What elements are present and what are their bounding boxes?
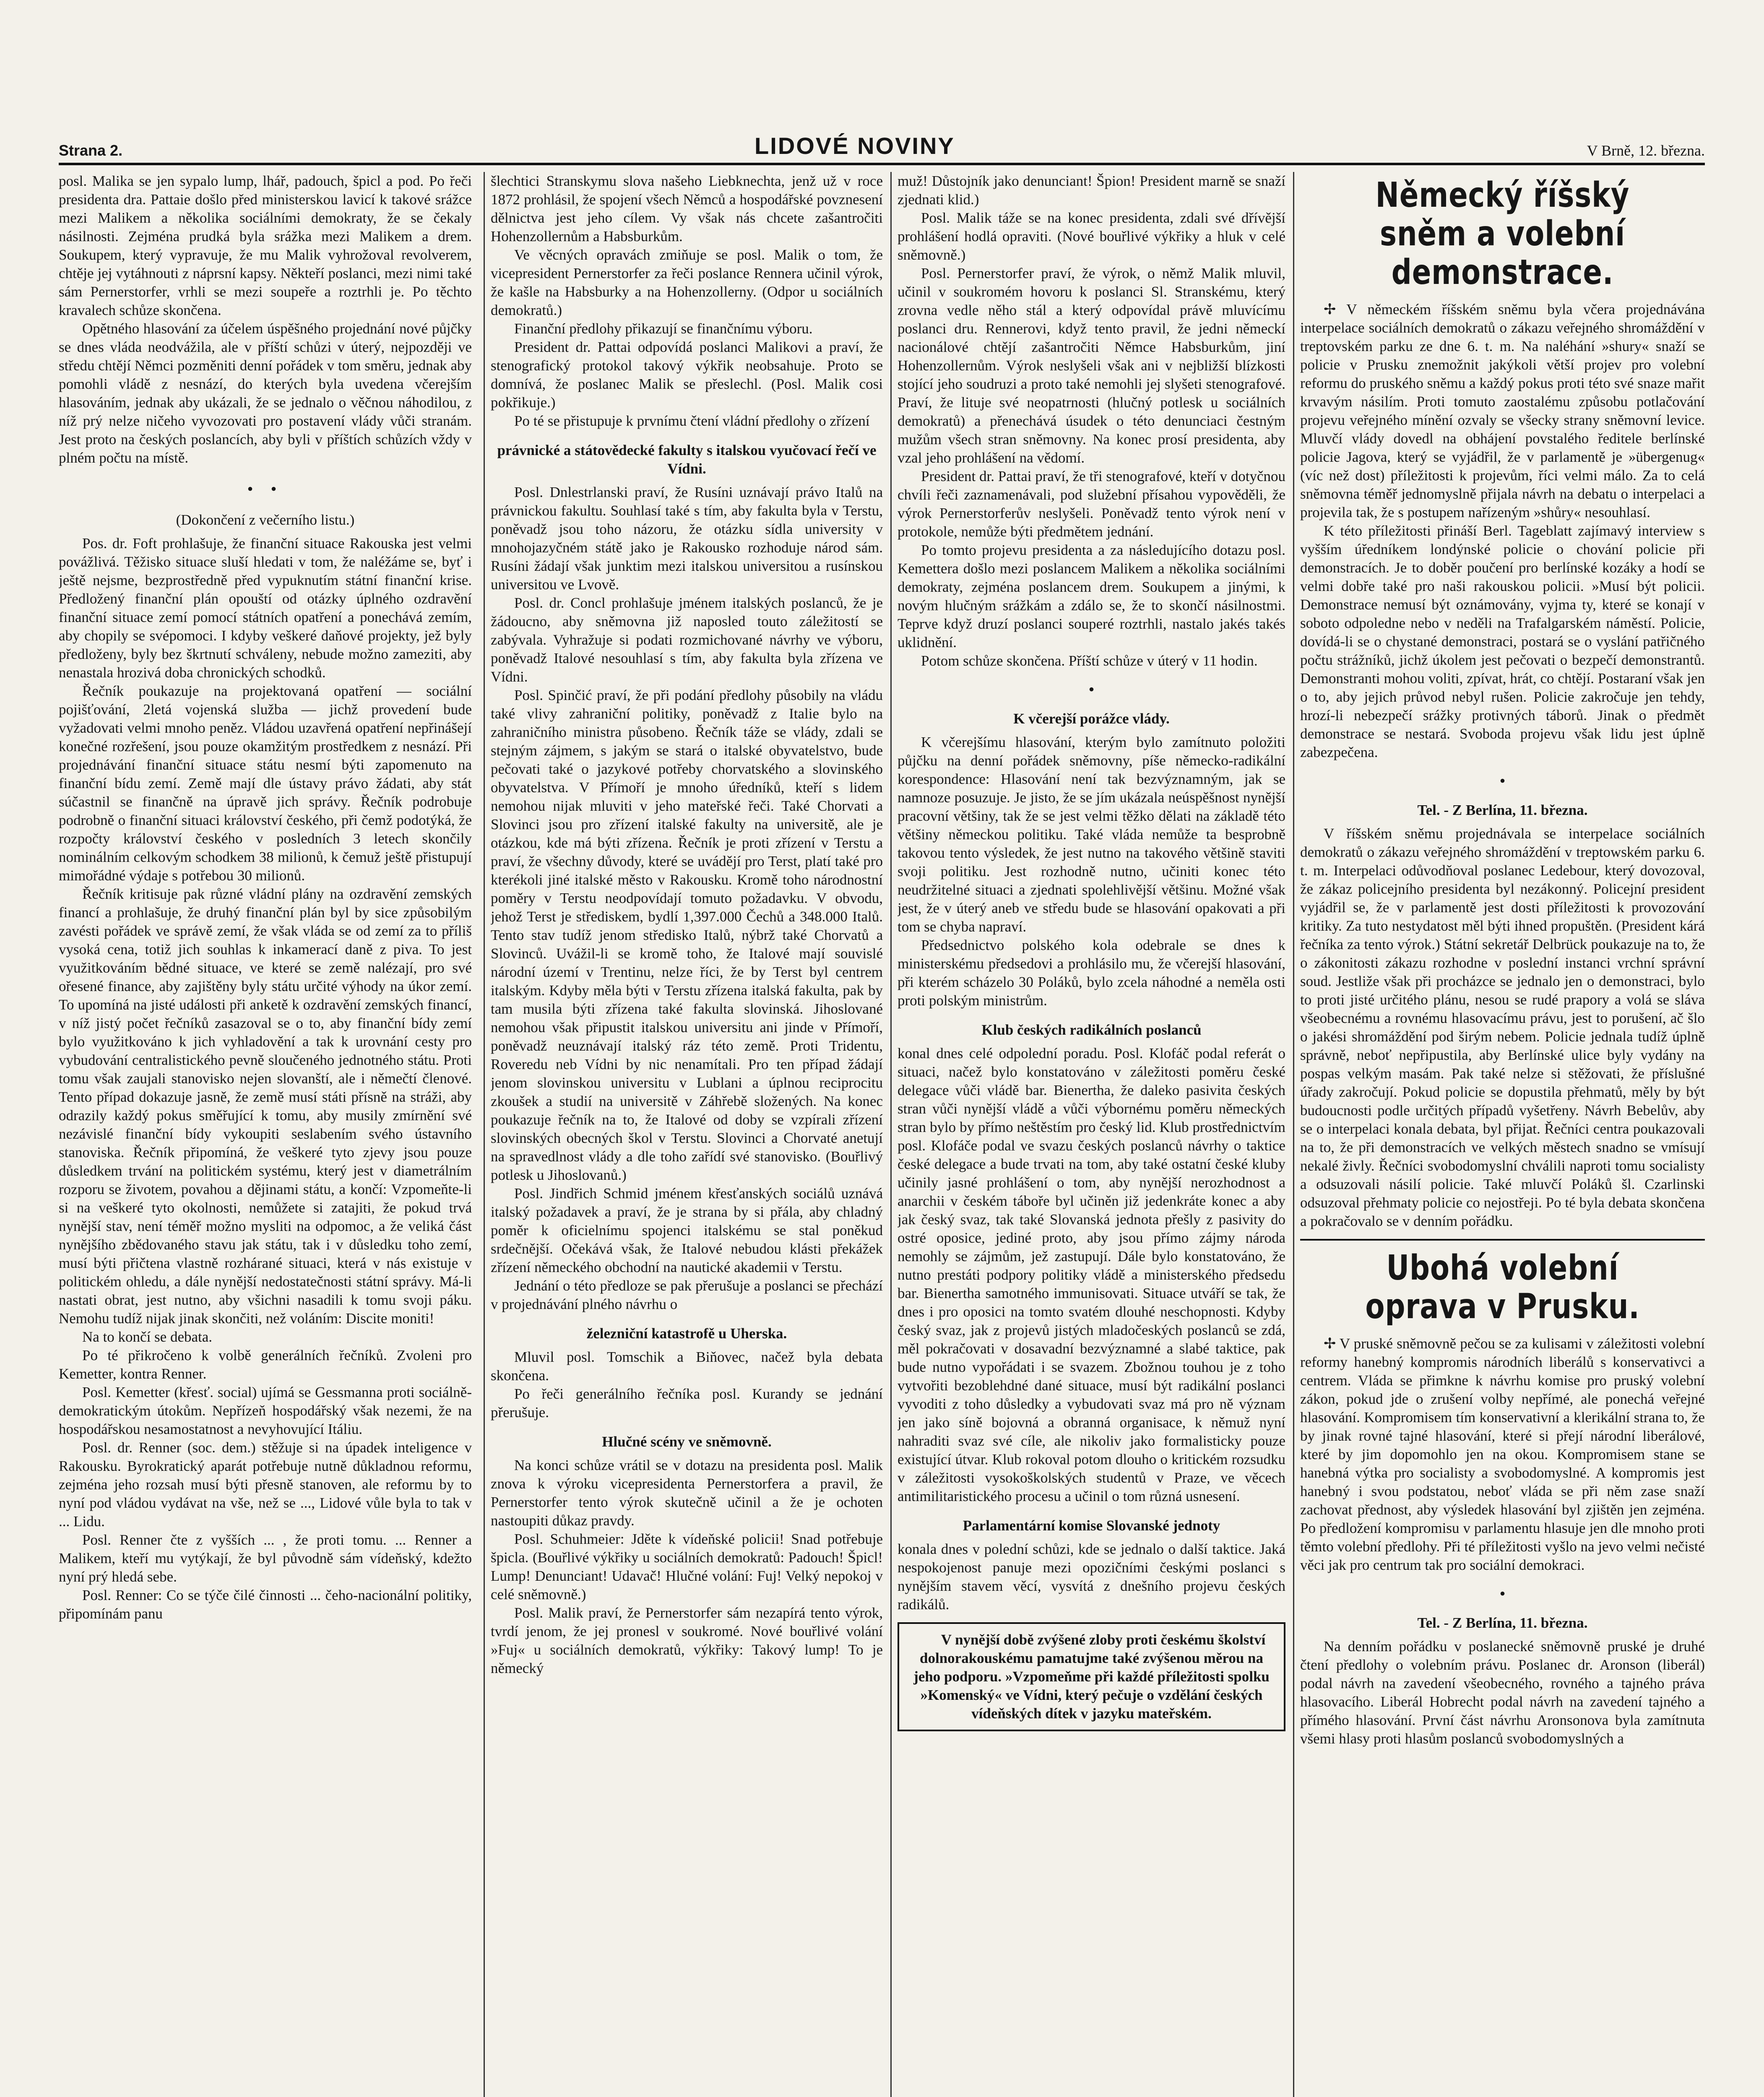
section-title: Tel. - Z Berlína, 11. března. [1417, 802, 1588, 818]
article-paragraph: Řečník kritisuje pak různé vládní plány na ozdravění zemských financí a prohlašuje, že druhý finanční plán byl by sice způsobilým zavésti pořádek ve správě zemí, že však vláda se od zemí za to příliš vysoká cena, totiž jich souhlas k inkamerací daně z piva. To jest využitkováním bědné situace, ve které se země nalézají, pro své ořesené finance, aby zajištěny byly státu určité výhody na úkor zemí. To upomíná na jisté události při anketě k ozdravění zemských financí, v níž jistý počet řečníků zasazoval se o to, aby finanční bídy zemí bylo využitkováno k jich vyhladovění a tak k urovnání cesty pro vybudování centralistického pevně sloučeného jednotného státu. Proti tomu však zaujali stanovisko nejen slovanští, ale i němečtí členové. Tento případ dokazuje jasně, že země musí státi přísně na stráži, aby odrazily každý pokus směřující k tomu, aby musily zmírnění své nezávislé finanční bídy vykoupiti seslabením svého ústavního stanoviska. Řečník připomíná, že veškeré tyto zjevy jsou pouze důsledkem trvání na politickém systému, který jest v diametrálním rozporu se životem, povahou a dějinami státu, a končí: Vzpomeňte-li si na veškeré tyto okolnosti, nemůžete si zatajiti, že pokud trvá nynější stav, není téměř možno mysliti na odpomoc, a že veliká část nynějšího zbědovaného stavu jak státu, tak i v důsledku toho zemí, musí býti přičtena vlastně rozhárané situaci, která v nás existuje v politickém ohledu, a dále nynější nedostatečnosti státní správy. Má-li nastati obrat, jest nutno, aby všichni nasadili k tomu svoji páku. Nemohu tudíž nijak jinak skončiti, než voláním: Discite moniti! [59, 886, 472, 1327]
article-paragraph: Na denním pořádku v poslanecké sněmovně pruské je druhé čtení předlohy o volebním právu. Poslanec dr. Aronson (liberál) podal návrh na zavedení všeobecného, rovného a tajného práva hlasovacího. Liberál Hobrecht podal návrh na zavedení tajného a přímého hlasování. První část návrhu Aronsonova byla zamítnuta všemi hlasy proti hlasům poslanců svobodomyslných a [1300, 1638, 1705, 1747]
article-paragraph: Posl. Malik praví, že Pernerstorfer sám nezapírá tento výrok, tvrdí jenom, že jej pronesl v soukromé. Nové bouřlivé volání »Fuj« u sociálních demokratů, výkřiky: Takový lump! To je německý [491, 1605, 883, 1676]
article-paragraph: Pos. dr. Foft prohlašuje, že finanční situace Rakouska jest velmi povážlivá. Těžisko situace sluší hledati v tom, že naléžáme se, byť i ještě nejsme, bezprostředně před vypuknutím státní finanční krise. Předložený finanční plán opouští od otázky úplného ozdravění finanční situace zemí pomocí státních opatření a ponechává zemím, aby chopily se svépomoci. I kdyby veškeré daňové projekty, jež byly předloženy, byly bez škrtnutí schváleny, nebude možno zameziti, aby nenastala hrozivá doba chronických schodků. [59, 535, 472, 681]
newspaper-title: LIDOVÉ NOVINY [755, 133, 955, 159]
article-paragraph: Posl. Dnlestrlanski praví, že Rusíni uznávají právo Italů na právnickou fakultu. Souhlasí také s tím, aby fakulta byla v Terstu, poněvadž jsou toho názoru, že otázku sídla university v mnohojazyčném státě jako je Rakousko rozhoduje národ sám. Rusíni žádají však junktim mezi italskou universitou a rusínskou universitou ve Lvově. [491, 484, 883, 593]
article-paragraph: Opětného hlasování za účelem úspěšného projednání nové půjčky se dnes vláda neodvážila, ale v příští schůzi v úterý, nejpozději ve středu chtějí Němci pozměniti denní pořádek v tom směru, jednak aby pomohli vládě z nesnází, do kterých byla uvedena včerejším hlasováním, jednak aby ukázali, že se jednalo o věčnou náhodilou, z níž prý nelze ničeho vyvozovati pro postavení vlády vůči stranám. Jest proto na českých poslancích, aby byli v příštích schůzích vždy v plném počtu na místě. [59, 320, 472, 466]
section-title: Tel. - Z Berlína, 11. března. [1417, 1615, 1588, 1631]
article-paragraph: konal dnes celé odpolední poradu. Posl. Klofáč podal referát o situaci, načež bylo konstatováno v záležitosti poměru české delegace vůči vládě bar. Bienertha, že daleko pasivita českých stran vůči nynější vládě a vůči výbornému poměru německých stran bylo by přímo neštěstím pro český lid. Klub prostřednictvím posl. Klofáče podal ve svazu českých poslanců návrhy o taktice české delegace a bude trvati na tom, aby také ostatní české kluby učinily jasné prohlášení o tom, aby nynější nerozhodnost a anarchii v českém táboře byl učiněn již jedenkráte konec a aby jak český svaz, tak také Slovanská jednota přešly z pasivity do ostré oposice, jediné proto, aby jsou přímo zájmy národa nemohly se zájmům, jež zastupují. Dále bylo konstatováno, že nutno prestáti podpory politiky vládě a ministerského předsedu bar. Bienertha samotného immunisovati. Situace utváří se tak, že dnes i pro oposici na tomto svatém dlouhé neschopnosti. Kdyby český svaz, jak z projevů jistých mladočeských poslanců se zdá, měl pokračovati v dosavadní bezvýznamné a slabé taktice, pak bude nutno vypořádati i se svazem. Zbožnou touhou je z toho vytvořiti bezoblehdné dané situace, musí být radikální poslanci vyvoditi z toho důsledky a vybudovati svaz má pro ně význam jen jako síně bojovná a obranná organisace, k němuž nyní nahraditi svaz své cíle, ale nikoliv jako formalisticky pouze existující útvar. Klub rokoval potom dlouho o kritickém rozsudku v záležitosti vysokoškolských studentů v Praze, ve věcech antimilitaristického procesu a učinil o tom různá usnesení. [898, 1045, 1285, 1504]
article-paragraph: Finanční předlohy přikazují se finančnímu výboru. [514, 320, 813, 337]
divider [1300, 1239, 1705, 1241]
article-paragraph: President dr. Pattai odpovídá poslanci Malikovi a praví, že stenografický protokol takový výkřik neobsahuje. Proto se domnívá, že poslanec Malik se přeslechl. (Posl. Malik cosi pokřikuje.) [491, 339, 883, 411]
section-title: (Dokončení z večerního listu.) [176, 512, 355, 528]
article-paragraph: Potom schůze skončena. Příští schůze v úterý v 11 hodin. [921, 653, 1258, 669]
section-divider-dot: • [1499, 1584, 1506, 1603]
article-paragraph: šlechtici Stranskymu slova našeho Liebknechta, jenž už v roce 1872 prohlásil, že spojení všech Němců a hospodářské povznesení dělnictva jest jeho cílem. Vy však nás chcete zašantročiti Hohenzollernům a Habsburkům. [491, 173, 883, 245]
section-title: Parlamentární komise Slovanské jednoty [963, 1517, 1220, 1534]
dateline: V Brně, 12. března. [1587, 142, 1705, 159]
article-paragraph: Ve věcných opravách zmiňuje se posl. Malik o tom, že vicepresident Pernerstorfer za řeči poslance Rennera učinil výrok, že kašle na Habsburky a na Hohenzollerny. (Odpor u sociálních demokratů.) [491, 247, 883, 318]
article-paragraph: Řečník poukazuje na projektovaná opatření — sociální pojišťování, 2letá vojenská služba — jichž provedení bude vyžadovati velmi mnoho peněz. Vládou uzavřená opatření nepřinášejí konečné rozřešení, jsou pouze okamžitým prostředkem z nesnází. Při projednávání finanční situace státu nesmí býti zapomenuto na finanční bídu zemí. Země mají dle ústavy právo žádati, aby stát súčastnil se finančně na úpravě jich správy. Řečník podrobuje podrobně o finanční situaci království českého, při čemž podotýká, že rozpočty království českého v posledních 3 letech skončily nominálním celkovým schodkem 38 milionů, k čemuž ještě přistupují mimořádné výdaje s potřebou 30 milionů. [59, 683, 472, 884]
article-paragraph: K včerejšímu hlasování, kterým bylo zamítnuto položiti půjčku na denní pořádek sněmovny, píše německo-radikální korespondence: Hlasování není tak bezvýznamným, jak se namnoze posuzuje. Je jisto, že se jím ukázala neúspěšnost nynější pracovní většiny, tak že se jest velmi těžko dělati na základě této většiny německou politiku. Také vláda nemůže ta besprobně takovou tento výsledek, že jest nutno na takového většině staviti svoji politiku. Jest rozhodně nutno, učiniti konec této neudržitelné situaci a zjednati spolehlivější většinu. Možné však jest, že v úterý aneb ve středu bude se hlasování opakovati a při tom se chyba napraví. [898, 734, 1285, 935]
article-paragraph: Posl. dr. Concl prohlašuje jménem italských poslanců, že je žádoucno, aby sněmovna již naposled touto záležitostí se zabývala. Vyhražuje si podati rozmichované návrhy ve výboru, poněvadž Italové nesouhlasí s tím, aby fakulta byla zřízena ve Vídni. [491, 595, 883, 685]
article-paragraph: ✢ V německém říšském sněmu byla včera projednávána interpelace sociálních demokratů o zákazu veřejného shromáždění v treptovském parku ze dne 6. t. m. Na naléhání »shury« snaží se policie v Prusku znemožnit jakýkoli větší projev pro volební reformu do pruského sněmu a každý pokus proti této své snaze mařit krvavým násilím. Proti tomuto zaostalému způsobu potlačování projevu veřejného mínění ozvaly se všecky strany sněmovní levice. Mluvčí vlády dovedl na obhájení povstalého ředitele berlínské policie Jagova, který se vyjádřil, že v parlamentě je »übergenug« (víc než dost) příležitosti k projevům, říci velmi málo. Za to celá sněmovna téměř jednomyslně přijala návrh na debatu o interpelaci a projevila tak, že s postupem nařízeným »shůry« nesouhlasí. [1300, 301, 1705, 520]
article-paragraph: Na to končí se debata. [82, 1329, 213, 1345]
notice-text: V nynější době zvýšené zloby proti českému školství dolnorakouskému pamatujme také zvýšenou měrou na jeho podporu. »Vzpomeňme při každé příležitosti spolku »Komenský« ve Vídni, který pečuje o vzdělání českých vídeňských dítek v jazyku mateřském. [913, 1631, 1270, 1722]
article-paragraph: President dr. Pattai praví, že tři stenografové, kteří v dotyčnou chvíli řeči zaznamenávali, pod služební přísahou vypověděli, že výrok Pernerstorferův neslyšeli. Poněvadž tento výrok není v protokole, nemůže býti předmětem jednání. [898, 468, 1285, 540]
newspaper-page [59, 122, 1705, 2097]
article-paragraph: Posl. Malik táže se na konec presidenta, zdali své dřívější prohlášení hodlá opraviti. (Nové bouřlivé výkřiky a hluk v celé sněmovně.) [898, 210, 1285, 263]
article-paragraph: Po té přikročeno k volbě generálních řečníků. Zvoleni pro Kemetter, kontra Renner. [59, 1347, 472, 1382]
column-4 [1300, 172, 1705, 2097]
article-paragraph: Po tomto projevu presidenta a za následujícího dotazu posl. Kemettera došlo mezi poslancem Malikem a několika sociálními demokraty, zejména poslancem drem. Soukupem a jinými, k novým hlučným srážkám a zdálo se, že to skončí násilnostmi. Teprve když druzí poslanci souperé roztrhli, nastalo jakés takés uklidnění. [898, 542, 1285, 650]
article-paragraph: Předsednictvo polského kola odebrale se dnes k ministerskému předsedovi a prohlásilo mu, že včerejší hlasování, při kterém scházelo 30 Poláků, bylo zcela náhodné a neměla osti proti polským ministrům. [898, 937, 1285, 1009]
article-paragraph: V říšském sněmu projednávala se interpelace sociálních demokratů o zákazu veřejného shromáždění v treptowském parku 6. t. m. Interpelaci odůvodňoval poslanec Ledebour, který dovozoval, že zákaz policejního presidenta byl nezákonný. Policejní president vyjádřil se, že v parlamentě jest dosti příležitosti k provozování kritiky. Za tuto nestydatost měl býti ihned propuštěn. (President kárá řečníka za tento výrok.) Státní sekretář Delbrück poukazuje na to, že o zákonitosti zákazu rozhodne v poslední instanci vrchní správní soud. Jestliže však při procházce se jednalo jen o demonstraci, bylo to proti jisté určitého plánu, nesou se rudé prapory a volá se sláva všeobecnému a rovnému hlasovacímu právu, jest to porušení, ač šlo o jakési shromáždění pod širým nebem. Policie jednala tudíž úplně správně, neboť nepřipustila, aby Berlínské ulice byly vydány na pospas velkým masám. Pak také nelze si stěžovati, že příslušné úřady zakročují. Pokud policie se dopustila přehmatů, měly by být budoucnosti podle určitých případů vyšetřeny. Návrh Bebelův, aby se o interpelaci konala debata, byl přijat. Řečníci centra poukazovali na to, že při demonstracích ve velkých městech snadno se vmísují nekalé živly. Řečníci svobodomyslní chválili naproti tomu socialisty a odsuzovali násilí policie. Také mluvčí Poláků šl. Czarlinski odsuzoval přehmaty policie co nejostřeji. Po té byla debata skončena a pokračovalo se v denním pořádku. [1300, 825, 1705, 1229]
headline: Německý říšský sněm a volební demonstrace. [1375, 175, 1630, 292]
page-header [59, 122, 1705, 165]
article-paragraph: Posl. Kemetter (křesť. social) ujímá se Gessmanna proti sociálně-demokratickým útokům. Nepřízeň hospodářský však nezemi, že na hospodářskou nesamostatnost a nevyhovující Itáliu. [59, 1384, 472, 1437]
article-paragraph: Na konci schůze vrátil se v dotazu na presidenta posl. Malik znova k výroku vicepresidenta Pernerstorfera a pravil, že Pernerstorfer tento výrok skutečně učinil a že je ochoten nastoupiti důkaz pravdy. [491, 1457, 883, 1529]
article-paragraph: Posl. Jindřich Schmid jménem křesťanských sociálů uznává italský požadavek a praví, že je strana by si přála, aby chladný poměr k oficielnímu spojenci italskému se stal poněkud srdečnější. Očekává však, že Italové nebudou klásti překážek zřízení německého obchodní na nautické akademii v Terstu. [491, 1185, 883, 1275]
section-title: Klub českých radikálních poslanců [981, 1022, 1202, 1038]
article-paragraph: posl. Malika se jen sypalo lump, lhář, padouch, špicl a pod. Po řeči presidenta dra. Pattaie došlo před ministerskou lavicí k takové srážce mezi Malikem a několika sociálními demokraty, že se čekaly násilnosti. Zejména prudká byla srážka mezi Malikem a drem. Soukupem, který vypravuje, že mu Malik vyhrožoval revolverem, chtěje jej vytáhnouti z náprsní kapsy. Někteří poslanci, mezi nimi také sám Pernerstorfer, vrhli se mezi soupeře a roztrhli je. Po těchto kravalech schůze skončena. [59, 173, 472, 318]
page-number: Strana 2. [59, 142, 123, 159]
columns [59, 172, 1705, 2097]
article-paragraph: ✢ V pruské sněmovně pečou se za kulisami v záležitosti volební reformy hanebný kompromis národních liberálů s konservativci a centrem. Vláda se přimkne k návrhu komise pro pruský volební zákon, pokud jde o zrušení volby nepřímé, ale ponechá veřejné hlasování. Kompromisem tím konservativní a klerikální strana to, že by jinak rovné tajné hlasování, které si přejí národní liberálové, které by jim dopomohlo jen na okou. Kompromisem stane se hanebná výtka pro socialisty a svobodomyslné. A kompromis jest hanebný i svou podstatou, neboť vláda se při něm zase snaží zachovat přednost, aby výsledek hlasování byl zjištěn jen zejména. Po předložení kompromisu v parlamentu hlasuje jen dle mnoho proti těmto volební předlohy. Při té příležitosti vyšlo na jevo velmi nečisté věci jak pro centrum tak pro sociální demokraci. [1300, 1335, 1705, 1573]
article-paragraph: Posl. Schuhmeier: Jděte k vídeňské policii! Snad potřebuje špicla. (Bouřlivé výkřiky u sociálních demokratů: Padouch! Špicl! Lump! Denunciant! Udavač! Hlučné volání: Fuj! Velký nepokoj v celé sněmovně.) [491, 1531, 883, 1603]
headline: Ubohá volební oprava v Prusku. [1365, 1248, 1640, 1327]
section-title: K včerejší porážce vlády. [1013, 710, 1170, 727]
article-paragraph: Posl. Spinčić praví, že při podání předlohy působily na vládu také vlivy zahraniční politiky, poněvadž z Italie bylo na zahraničního ministra působeno. Řečník táže se vlády, zdali se stejným zájmem, s jakým se stará o italské obyvatelstvo, bude pečovati také o jazykové potřeby chorvatského a slovinského obyvatelstva. V Přímoří je mnoho úředníků, kteří s lidem nemohou nijak mluviti v jeho mateřské řeči. Také Chorvati a Slovinci jsou pro zřízení italské fakulty na universitě, ale je otázkou, kde má býti zřízena. Řečník je proti zřízení v Terstu a praví, že všechny důvody, které se uvádějí pro Terst, platí také pro kterékoli jiné italské město v Rakousku. Kromě toho národnostní poměry v Terstu neodpovídají tomuto požadavku. V obvodu, jehož Terst je střediskem, bydlí 1,397.000 Čechů a 348.000 Italů. Tento stav tudíž jenom středisko Italů, nýbrž také Chorvatů a Slovinců. Uvážil-li se kromě toho, že Italové mají souvislé národní území v Trentinu, nelze říci, že by Terst byl centrem italským. Kdyby měla býti v Terstu zřízena italská fakulta, pak by tam musila býti zřízena také fakulta slovinská. Jihoslované nemohou však připustit italskou universitu ani jinde v Přímoří, poněvadž neuznávají italský ráz této země. Proti Tridentu, Roveredu neb Vídni by nic nenamítali. Pro ten případ žádají jenom slovinskou universitu v Lublani a úplnou reciprocitu zkoušek a studií na universitě v Záhřebě složených. Na konec poukazuje řečník na to, že Italové od doby se vzpírali zřízení slovinských obecných škol v Terstu. Slovinci a Chorvaté anetují na spravedlnost vlády a dle toho zařídí své stanovisko. (Bouřlivý potlesk u Jihoslovanů.) [491, 687, 883, 1183]
article-paragraph: Jednání o této předloze se pak přerušuje a poslanci se přechází v projednávání plného návrhu o [491, 1277, 883, 1312]
section-divider-dot: • [1499, 771, 1506, 790]
section-divider-stars: • • [247, 479, 284, 498]
article-paragraph: Po řeči generálního řečníka posl. Kurandy se jednání přerušuje. [491, 1386, 883, 1421]
article-paragraph: Mluvil posl. Tomschik a Biňovec, načež byla debata skončena. [491, 1349, 883, 1384]
section-title: železniční katastrofě u Uherska. [586, 1325, 787, 1342]
article-paragraph: Posl. Renner: Co se týče čilé činnosti ... čeho-nacionální politiky, připomínám panu [59, 1587, 472, 1622]
article-paragraph: Posl. Pernerstorfer praví, že výrok, o němž Malik mluvil, učinil v soukromém hovoru k poslanci Sl. Stranskému, který zrovna vedle něho stál a který odpovídal právě mluvícímu poslanci dru. Rennerovi, když tento pravil, že jedni německí nacionálové chtějí zašantročiti Němce Habsburkům, jiní Hohenzollernům. Výrok neslyšeli však ani v nejbližší blízkosti stojící jeho soudruzi a proto také nemohli jej slyšeti stenografové. Praví, že lituje své neopatrnosti (hlučný potlesk u sociálních demokratů) a přenechává úsudek o této denunciaci čestným mužům všech stran sněmovny. Na konec prosí presidenta, aby vzal jeho prohlášení na vědomí. [898, 265, 1285, 466]
article-paragraph: K této příležitosti přináší Berl. Tageblatt zajímavý interview s vyšším úředníkem londýnské policie o chování policie při demonstracích. Je to doběr poučení pro berlínské kozáky a hodí se velmi dobře také pro naši rakouskou policii. »Musí být policii. Demonstrace nemusí být oznámovány, vyjma ty, které se konají v soboto odpoledne nebo v neděli na Trafalgarském náměstí. Policie, dovídá-li se o chystané demonstraci, postará se o vyslání patřičného počtu strážníků, jichž úkolem jest pečovati o bezpečí demonstrantů. Demonstranti mohou voliti, zpívat, hrát, co chtějí. Postaraní však jen o to, aby jejich průvod nebyl rušen. Policie zakročuje jen tehdy, hrozí-li nebezpečí srážky protivných táborů. Jinak o předmět demonstrace se nestará. Svoboda projevu však lidu jest úplně zabezpečena. [1300, 523, 1705, 760]
article-paragraph: Posl. dr. Renner (soc. dem.) stěžuje si na úpadek inteligence v Rakousku. Byrokratický aparát potřebuje nutně důkladnou reformu, zejména jeho rozsah musí býti přesně stanoven, ale reformu by to nyní pod vládou vydávat na vše, než se ..., Lidové vůle byla to tak v ... Lidu. [59, 1439, 472, 1530]
article-paragraph: Posl. Renner čte z vyšších ... , že proti tomu. ... Renner a Malikem, kteří mu vytýkají, že byl původně sám vídeňský, kdežto nyní prý hledá sebe. [59, 1532, 472, 1585]
article-paragraph: Po té se přistupuje k prvnímu čtení vládní předlohy o zřízení [514, 413, 870, 429]
column-2 [491, 172, 883, 2097]
section-title: právnické a státovědecké fakulty s italskou vyučovací řečí ve Vídni. [497, 442, 877, 477]
article-paragraph: konala dnes v polední schůzi, kde se jednalo o další taktice. Jaká nespokojenost panuje mezi opozičními českými poslanci s nynějším stavem věcí, vysvítá z dnešního projevu českých radikálů. [898, 1541, 1285, 1613]
section-divider-dot: • [1088, 680, 1095, 699]
notice-box [898, 1622, 1285, 1731]
column-3 [898, 172, 1285, 2097]
article-paragraph: muž! Důstojník jako denunciant! Špion! President marně se snaží zjednati klid.) [898, 173, 1285, 208]
section-title: Hlučné scény ve sněmovně. [602, 1434, 772, 1450]
column-1 [59, 172, 472, 2097]
